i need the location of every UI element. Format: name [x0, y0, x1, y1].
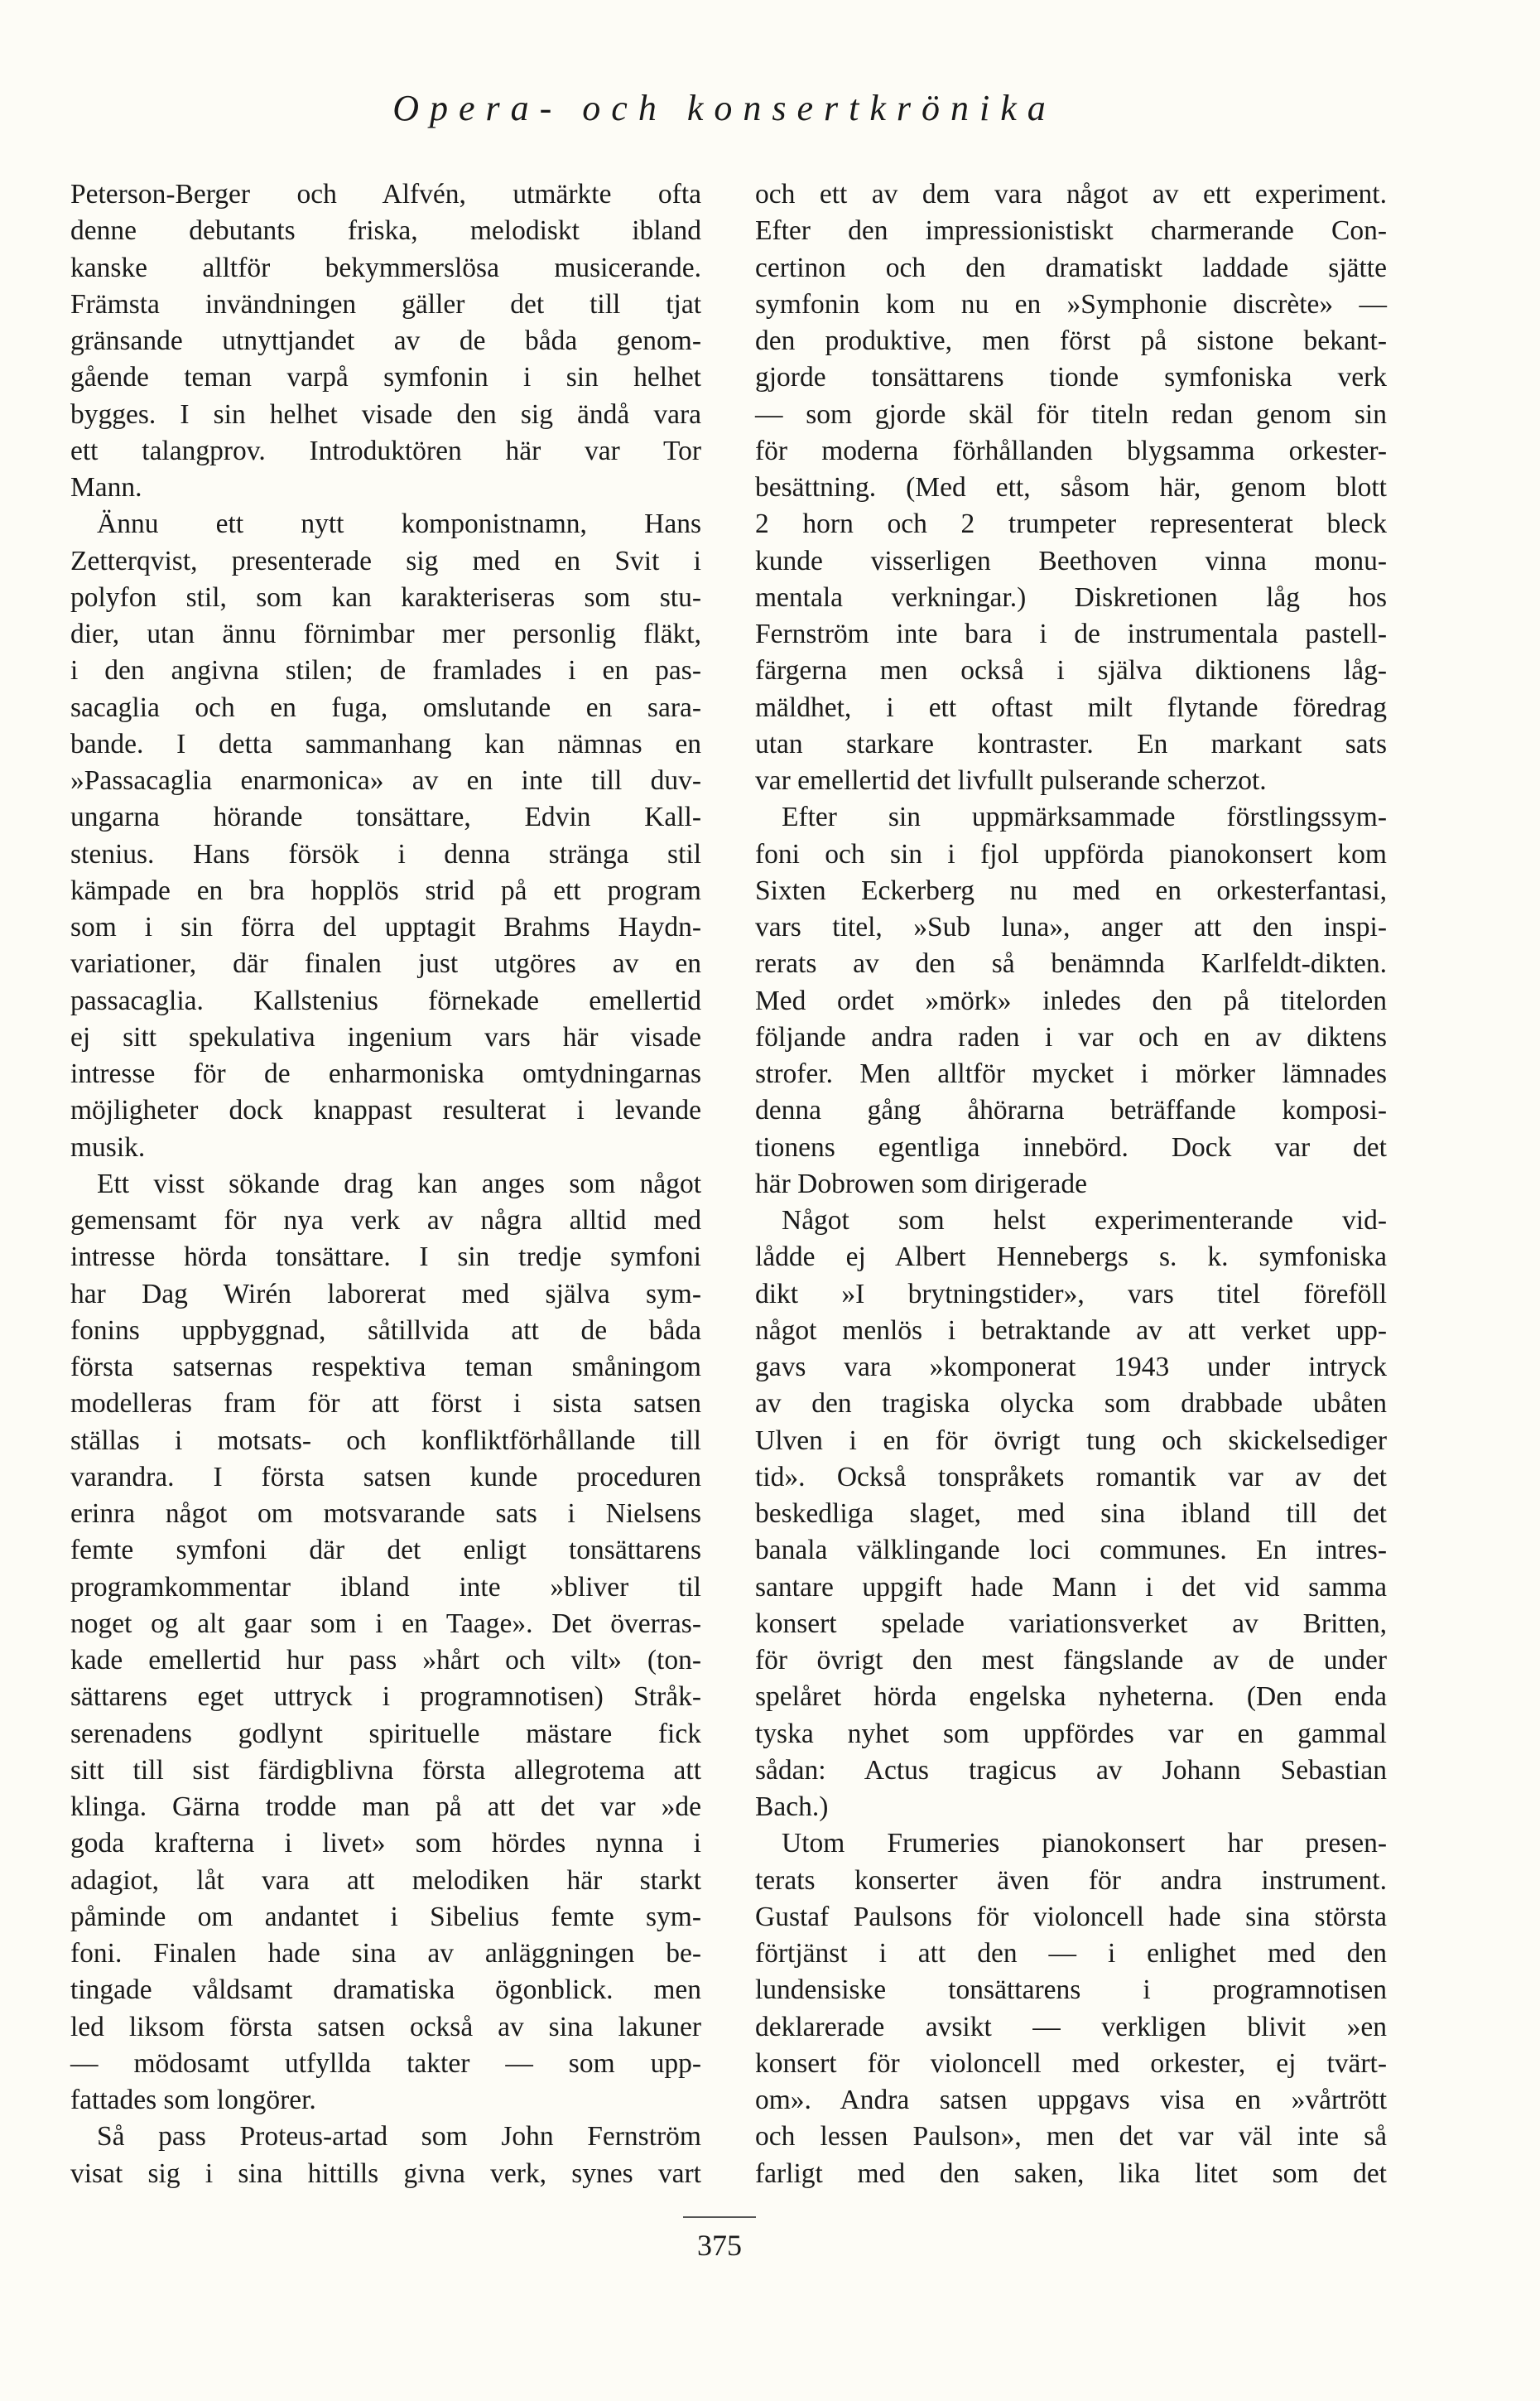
paragraph [70, 2119, 701, 2192]
text-line: mentala verkningar.) Diskretionen låg hos [755, 581, 1387, 613]
text-line: vars titel, »Sub luna», anger att den inspi- [755, 912, 1387, 943]
text-line: lundensiske tonsättarens i programnotisen [755, 1974, 1387, 2006]
text-line: påminde om andantet i Sibelius femte sym- [70, 1901, 701, 1932]
paragraph [70, 176, 701, 506]
text-line: denna gång åhörarna beträffande komposi- [755, 1095, 1387, 1126]
text-line: var emellertid det livfullt pulserande scherzot. [755, 765, 1267, 796]
text-line: led liksom första satsen också av sina lakuner [70, 2011, 701, 2042]
text-line: utan starkare kontraster. En markant sats [755, 728, 1387, 759]
text-line: santare uppgift hade Mann i det vid samma [755, 1571, 1387, 1603]
text-line: femte symfoni där det enligt tonsättarens [70, 1535, 701, 1566]
text-line: den produktive, men först på sistone bekant- [755, 325, 1387, 356]
text-line: om». Andra satsen uppgavs visa en »vårtrött [755, 2085, 1387, 2115]
text-line: terats konserter även för andra instrument. [755, 1864, 1387, 1896]
text-line: Peterson-Berger och Alfvén, utmärkte ofta [70, 179, 701, 210]
text-line: tingade våldsamt dramatiska ögonblick. men [70, 1974, 701, 2006]
paragraph [755, 1203, 1387, 1825]
text-line: »Passacaglia enarmonica» av en inte till duv- [70, 765, 701, 796]
text-line: möjligheter dock knappast resulterat i levande [70, 1095, 701, 1126]
text-line: variationer, där finalen just utgöres av en [70, 948, 701, 980]
text-line: lådde ej Albert Hennebergs s. k. symfoniska [755, 1241, 1387, 1273]
text-line: för moderna förhållanden blygsamma orkester- [755, 435, 1387, 466]
text-line: kämpade en bra hopplös strid på ett program [70, 875, 701, 906]
text-line: deklarerade avsikt — verkligen blivit »en [755, 2011, 1387, 2042]
text-line: adagiot, låt vara att melodiken här starkt [70, 1864, 701, 1896]
text-line: 2 horn och 2 trumpeter representerat bleck [755, 509, 1387, 540]
text-line: gående teman varpå symfonin i sin helhet [70, 362, 701, 393]
paragraph [755, 1825, 1387, 2192]
text-line: Zetterqvist, presenterade sig med en Svit i [70, 545, 701, 576]
text-line: Utom Frumeries pianokonsert har presen- [782, 1828, 1387, 1859]
text-line: banala välklingande loci communes. En intres- [755, 1535, 1387, 1566]
text-line: dier, utan ännu förnimbar mer personlig fläkt, [70, 619, 701, 649]
text-line: gavs vara »komponerat 1943 under intryck [755, 1352, 1387, 1382]
text-line: symfonin kom nu en »Symphonie discrète» — [755, 288, 1387, 320]
text-line: tyska nyhet som uppfördes var en gammal [755, 1718, 1387, 1749]
text-line: intresse för de enharmoniska omtydningarnas [70, 1058, 701, 1089]
text-line: följande andra raden i var och en av diktens [755, 1021, 1387, 1053]
running-header: Opera- och konsertkrönika [392, 88, 1056, 128]
text-line: första satsernas respektiva teman småningom [70, 1352, 701, 1382]
text-line: Gustaf Paulsons för violoncell hade sina största [755, 1901, 1387, 1932]
text-line: bygges. I sin helhet visade den sig ändå vara [70, 398, 701, 430]
text-line: konsert spelade variationsverket av Britten, [755, 1608, 1387, 1639]
text-line: Efter den impressionistiskt charmerande Con- [755, 215, 1387, 247]
text-line: Något som helst experimenterande vid- [782, 1205, 1387, 1236]
text-line: gemensamt för nya verk av några alltid med [70, 1205, 701, 1236]
text-line: varandra. I första satsen kunde proceduren [70, 1461, 701, 1492]
text-line: Bach.) [755, 1791, 829, 1822]
text-line: klinga. Gärna trodde man på att det var »de [70, 1791, 701, 1822]
text-line: färgerna men också i själva diktionens låg- [755, 655, 1387, 687]
text-line: Ett visst sökande drag kan anges som något [97, 1168, 701, 1199]
text-line: stenius. Hans försök i denna stränga stil [70, 838, 701, 870]
text-line: som i sin förra del upptagit Brahms Haydn- [70, 912, 701, 943]
text-line: Mann. [70, 472, 142, 503]
text-line: i den angivna stilen; de framlades i en pas- [70, 655, 701, 687]
text-line: gränsande utnyttjandet av de båda genom- [70, 325, 701, 356]
text-line: serenadens godlynt spirituelle mästare fick [70, 1718, 701, 1749]
text-line: något menlös i betraktande av att verket upp- [755, 1314, 1387, 1346]
text-line: ett talangprov. Introduktören här var Tor [70, 435, 701, 466]
text-line: Främsta invändningen gäller det till tjat [70, 288, 701, 320]
text-line: Fernström inte bara i de instrumentala pastell- [755, 619, 1387, 649]
text-line: — mödosamt utfyllda takter — som upp- [70, 2047, 701, 2079]
text-line: tid». Också tonspråkets romantik var av det [755, 1461, 1387, 1492]
text-line: mäldhet, i ett oftast milt flytande föredrag [755, 692, 1387, 723]
text-line: musik. [70, 1131, 146, 1163]
left-column [70, 176, 701, 2192]
text-line: Så pass Proteus-artad som John Fernström [97, 2121, 701, 2153]
text-line: Med ordet »mörk» inledes den på titelorden [755, 985, 1387, 1016]
text-line: sacaglia och en fuga, omslutande en sara- [70, 692, 701, 723]
text-line: denne debutants friska, melodiskt ibland [70, 215, 701, 247]
text-line: här Dobrowen som dirigerade [755, 1168, 1087, 1199]
text-line: förtjänst i att den — i enlighet med den [755, 1938, 1387, 1969]
page-number: 375 [697, 2229, 742, 2262]
text-line: konsert för violoncell med orkester, ej tvärt- [755, 2047, 1387, 2079]
text-line: tionens egentliga innebörd. Dock var det [755, 1131, 1387, 1163]
text-line: ställas i motsats- och konfliktförhållande till [70, 1425, 701, 1456]
text-line: polyfon stil, som kan karakteriseras som stu- [70, 581, 701, 613]
text-line: besättning. (Med ett, såsom här, genom blott [755, 472, 1387, 503]
text-line: — som gjorde skäl för titeln redan genom sin [755, 398, 1387, 430]
text-line: sättarens eget uttryck i programnotisen) Stråk- [70, 1681, 701, 1713]
text-line: intresse hörda tonsättare. I sin tredje symfoni [70, 1241, 701, 1273]
text-line: och lessen Paulson», men det var väl inte så [755, 2121, 1387, 2153]
text-line: noget og alt gaar som i en Taage». Det överras- [70, 1608, 701, 1639]
text-line: kunde visserligen Beethoven vinna monu- [755, 545, 1387, 576]
text-line: kanske alltför bekymmerslösa musicerande. [70, 252, 701, 283]
text-line: programkommentar ibland inte »bliver til [70, 1571, 701, 1603]
text-line: certinon och den dramatiskt laddade sjätte [755, 252, 1387, 283]
text-line: goda krafterna i livet» som hördes nynna i [70, 1828, 701, 1859]
text-line: gjorde tonsättarens tionde symfoniska verk [755, 362, 1387, 393]
paragraph [70, 1166, 701, 2119]
text-line: ej sitt spekulativa ingenium vars här visade [70, 1021, 701, 1053]
paragraph [755, 799, 1387, 1203]
text-line: har Dag Wirén laborerat med själva sym- [70, 1278, 701, 1309]
paragraph [70, 506, 701, 1166]
text-line: spelåret hörda engelska nyheterna. (Den enda [755, 1681, 1387, 1713]
text-line: fonins uppbyggnad, såtillvida att de båda [70, 1314, 701, 1346]
text-line: passacaglia. Kallstenius förnekade emellertid [70, 985, 701, 1016]
text-line: och ett av dem vara något av ett experiment. [755, 179, 1387, 210]
text-line: farligt med den saken, lika litet som det [755, 2158, 1387, 2189]
text-line: för övrigt den mest fängslande av de under [755, 1645, 1387, 1675]
text-line: bande. I detta sammanhang kan nämnas en [70, 728, 701, 759]
paragraph [755, 176, 1387, 799]
text-line: modelleras fram för att först i sista satsen [70, 1388, 701, 1420]
text-line: av den tragiska olycka som drabbade ubåten [755, 1388, 1387, 1420]
text-line: strofer. Men alltför mycket i mörker lämnades [755, 1058, 1387, 1089]
text-line: erinra något om motsvarande sats i Nielsens [70, 1498, 701, 1529]
text-line: foni. Finalen hade sina av anläggningen be- [70, 1938, 701, 1969]
text-line: fattades som longörer. [70, 2085, 316, 2115]
text-line: rerats av den så benämnda Karlfeldt-dikten. [755, 948, 1387, 980]
text-line: sådan: Actus tragicus av Johann Sebastian [755, 1754, 1387, 1786]
text-line: beskedliga slaget, med sina ibland till det [755, 1498, 1387, 1529]
text-line: dikt »I brytningstider», vars titel föreföll [755, 1278, 1387, 1309]
text-line: kade emellertid hur pass »hårt och vilt» (ton- [70, 1645, 701, 1675]
right-column [755, 176, 1387, 2192]
text-line: Ulven i en för övrigt tung och skickelsediger [755, 1425, 1387, 1456]
text-line: Sixten Eckerberg nu med en orkesterfantasi, [755, 875, 1387, 906]
text-line: foni och sin i fjol uppförda pianokonsert kom [755, 838, 1387, 870]
text-line: sitt till sist färdigblivna första allegrotema att [70, 1754, 701, 1786]
text-line: Efter sin uppmärksammade förstlingssym- [782, 802, 1387, 833]
page-number-rule [683, 2216, 756, 2218]
text-line: ungarna hörande tonsättare, Edvin Kall- [70, 802, 701, 833]
text-line: Ännu ett nytt komponistnamn, Hans [97, 509, 701, 540]
text-line: visat sig i sina hittills givna verk, synes vart [70, 2158, 701, 2189]
